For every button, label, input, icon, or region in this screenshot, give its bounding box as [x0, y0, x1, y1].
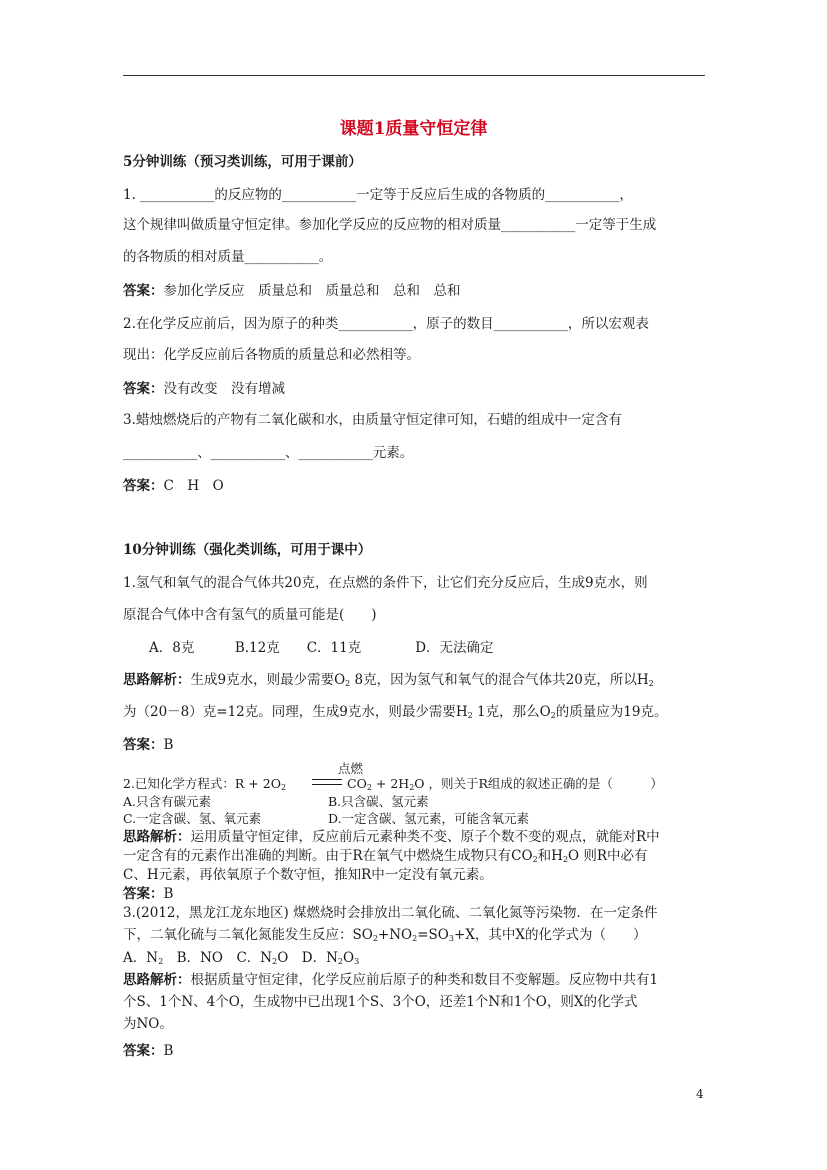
answer-label: 答案： — [123, 1043, 164, 1059]
question-text: +NO — [377, 927, 413, 943]
option-text: O — [343, 950, 355, 966]
s2-q2-equation-prefix — [123, 776, 286, 796]
s2-q2-answer — [123, 886, 173, 902]
subscript: 2 — [280, 783, 287, 792]
subscript: 2 — [648, 679, 654, 688]
analysis-text: 1克，那么O — [472, 704, 551, 720]
equation-sign — [312, 779, 342, 785]
s2-q3-analysis-line2: 个S、1个N、4个O，生成物中已出现1个S、3个O，还差1个N和1个O，则X的化学式 — [123, 994, 638, 1010]
subscript: 3 — [448, 934, 454, 943]
reaction-condition: 点燃 — [338, 761, 364, 776]
s2-q3-options — [123, 950, 359, 970]
q1-answer — [123, 283, 461, 299]
q2-answer — [123, 381, 285, 397]
s2-q2-option-b: B.只含碳、氢元素 — [328, 794, 429, 809]
analysis-text: 运用质量守恒定律，反应前后元素种类不变、原子个数不变的观点，就能对R中 — [190, 829, 660, 845]
s2-q2-option-a: A.只含有碳元素 — [123, 794, 212, 809]
subscript: 2 — [532, 855, 538, 864]
equation-text: CO — [347, 776, 367, 791]
equation-text: 2.已知化学方程式：R + 2O — [123, 776, 281, 791]
subscript: 2 — [467, 711, 473, 720]
q3-line1: 3.蜡烛燃烧后的产物有二氧化碳和水，由质量守恒定律可知，石蜡的组成中一定含有 — [123, 412, 622, 428]
q1-line2: 这个规律叫做质量守恒定律。参加化学反应的反应物的相对质量___________一定等于生成 — [123, 217, 657, 233]
subscript: 2 — [345, 679, 351, 688]
equation-text: + 2H — [371, 776, 410, 791]
subscript: 2 — [372, 934, 378, 943]
s2-q3-line2 — [123, 927, 647, 947]
answer-label: 答案： — [123, 737, 164, 753]
subscript: 2 — [550, 711, 556, 720]
answer-label: 答案： — [123, 381, 164, 397]
answer-text: B — [163, 886, 174, 902]
s2-q1-options: A．8克 B.12克 C．11克 D．无法确定 — [149, 640, 494, 656]
option-text: O D．N — [277, 950, 338, 966]
subscript: 2 — [409, 783, 415, 792]
analysis-text: 为（20－8）克=12克。同理，生成9克水，则最少需要H — [123, 704, 468, 720]
s2-q2-option-c: C.一定含碳、氢、氧元素 — [123, 811, 262, 826]
subscript: 2 — [158, 957, 164, 966]
analysis-text: O 则R中必有 — [568, 848, 648, 864]
s2-q2-option-d: D.一定含碳、氢元素，可能含氧元素 — [328, 811, 530, 826]
s2-q3-analysis-line3: 为NO。 — [123, 1016, 173, 1032]
s2-q3-analysis-line1 — [123, 972, 658, 988]
q3-line2: ___________、___________、___________元素。 — [123, 445, 414, 461]
equation-text: O ，则关于R组成的叙述正确的是（ ） — [414, 776, 663, 791]
subscript: 2 — [272, 957, 278, 966]
option-text: A．N — [123, 950, 159, 966]
header-rule — [123, 75, 705, 76]
s2-q1-line1: 1.氢气和氧气的混合气体共20克，在点燃的条件下，让它们充分反应后，生成9克水，则 — [123, 575, 648, 591]
s2-q3-line1: 3.(2012，黑龙江龙东地区) 煤燃烧时会排放出二氧化硫、二氧化氮等污染物．在一定条件 — [123, 905, 658, 921]
analysis-text: 根据质量守恒定律，化学反应前后原子的种类和数目不变解题。反应物中共有1 — [190, 972, 659, 988]
q1-line3: 的各物质的相对质量___________。 — [123, 249, 333, 265]
answer-text: B — [163, 737, 174, 753]
s2-q1-analysis-line1 — [123, 672, 654, 692]
s2-q1-answer — [123, 737, 173, 753]
q1-line1: 1. ___________的反应物的___________一定等于反应后生成的各物质的___________， — [123, 187, 633, 203]
subscript: 2 — [337, 957, 344, 966]
s2-q1-analysis-line2 — [123, 704, 667, 724]
answer-label: 答案： — [123, 283, 164, 299]
analysis-label: 思路解析： — [123, 672, 191, 688]
subscript: 2 — [366, 783, 372, 792]
analysis-text: 生成9克水，则最少需要O — [190, 672, 346, 688]
answer-text: 没有改变 没有增减 — [163, 381, 285, 397]
subscript: 2 — [562, 855, 569, 864]
page-number: 4 — [696, 1087, 704, 1101]
question-text: 下，二氧化硫与二氧化氮能发生反应：SO — [123, 927, 373, 943]
question-text: =SO — [417, 927, 449, 943]
page-title: 课题1质量守恒定律 — [339, 119, 488, 139]
s2-q2-analysis-line3: C、H元素，再依氧原子个数守恒，推知R中一定没有氧元素。 — [123, 867, 493, 883]
analysis-text: 的质量应为19克。 — [555, 704, 668, 720]
analysis-label: 思路解析： — [123, 829, 191, 845]
q3-answer — [123, 478, 224, 494]
analysis-text: 一定含有的元素作出准确的判断。由于R在氧气中燃烧生成物只有CO — [123, 848, 533, 864]
answer-text: C H O — [163, 478, 224, 494]
answer-label: 答案： — [123, 478, 164, 494]
subscript: 3 — [354, 957, 360, 966]
answer-label: 答案： — [123, 886, 164, 902]
q2-line2: 现出：化学反应前后各物质的质量总和必然相等。 — [123, 347, 420, 363]
section-heading-10min: 10分钟训练（强化类训练，可用于课中） — [123, 542, 372, 558]
s2-q1-line2: 原混合气体中含有氢气的质量可能是( ) — [123, 607, 377, 623]
answer-text: 参加化学反应 质量总和 质量总和 总和 总和 — [163, 283, 461, 299]
analysis-text: 和H — [537, 848, 563, 864]
s2-q2-analysis-line1 — [123, 829, 660, 845]
q2-line1: 2.在化学反应前后，因为原子的种类___________，原子的数目___________，所以宏观表 — [123, 316, 649, 332]
analysis-text: 8克，因为氢气和氧气的混合气体共20克，所以H — [350, 672, 649, 688]
subscript: 2 — [412, 934, 418, 943]
s2-q2-equation-suffix — [347, 776, 663, 796]
section-heading-5min: 5分钟训练（预习类训练，可用于课前） — [123, 154, 362, 170]
analysis-label: 思路解析： — [123, 972, 191, 988]
s2-q2-analysis-line2 — [123, 848, 648, 868]
question-text: +X，其中X的化学式为（ ） — [453, 927, 647, 943]
option-text: B．NO C．N — [163, 950, 273, 966]
s2-q3-answer — [123, 1043, 173, 1059]
answer-text: B — [163, 1043, 174, 1059]
